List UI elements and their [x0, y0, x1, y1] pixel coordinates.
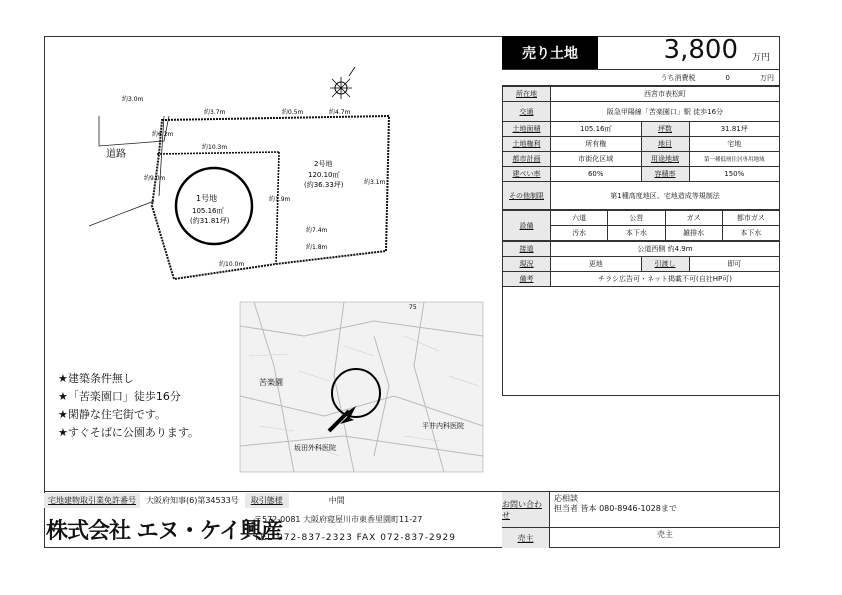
seller-value: 売主 — [657, 530, 673, 539]
row-value: 第一種低層住居専用地域 — [689, 152, 780, 167]
contact-line: 担当者 皆本 080-8946-1028まで — [554, 504, 677, 513]
table-row — [503, 272, 780, 287]
row-label: 設備 — [503, 211, 551, 241]
lot-b-area: 120.10㎡ — [308, 171, 340, 179]
row-label: 接道 — [503, 242, 551, 257]
row-label: 坪数 — [641, 122, 689, 137]
row-label: 地目 — [641, 137, 689, 152]
license-row — [44, 492, 349, 509]
contact-row — [502, 492, 780, 528]
table-row — [503, 137, 780, 152]
price-header — [502, 36, 780, 70]
contact-box — [502, 492, 780, 549]
dim-label: 約4.7m — [329, 109, 351, 116]
seller-row — [502, 528, 780, 548]
road-label: 道路 — [106, 149, 126, 160]
map-label-clinic: 平井内科医院 — [422, 422, 464, 430]
table-row — [503, 242, 780, 257]
table-row — [503, 122, 780, 137]
dim-label: 約3.1m — [364, 179, 386, 186]
highlight-notes — [58, 370, 199, 442]
map-label-school: 苦楽園 — [259, 378, 283, 387]
row-label: 用途地域 — [641, 152, 689, 167]
row-label: 備考 — [503, 272, 551, 287]
row-label: 都市計画 — [503, 152, 551, 167]
row-label: 容積率 — [641, 167, 689, 182]
contact-label: お問い合わせ — [502, 492, 550, 527]
dim-label: 約6.2m — [152, 131, 174, 138]
dim-label: 約7.4m — [306, 227, 328, 234]
row-value: 六道 — [551, 211, 608, 226]
dim-label: 約10.3m — [202, 144, 228, 151]
lot-a-tsubo: (約31.81坪) — [190, 217, 230, 225]
tax-label: うち消費税 — [660, 73, 696, 82]
row-value: 阪急甲陽線「苦楽園口」駅 徒歩16分 — [551, 102, 780, 122]
row-value: 宅地 — [689, 137, 780, 152]
table-row — [503, 87, 780, 102]
tax-unit: 万円 — [760, 73, 774, 82]
dim-label: 約10.0m — [219, 261, 245, 268]
row-value: ガス — [665, 211, 722, 226]
table-row — [503, 211, 780, 226]
company-tel: TEL 072-837-2323 FAX 072-837-2929 — [254, 533, 456, 543]
row-value: 更地 — [551, 257, 642, 272]
dim-label: 約0.5m — [282, 109, 304, 116]
map-label-route: 75 — [409, 304, 417, 311]
table-row — [503, 287, 780, 396]
row-label: 土地面積 — [503, 122, 551, 137]
row-value: 公営 — [608, 211, 665, 226]
dim-label: 約3.7m — [204, 109, 226, 116]
row-value: 市街化区域 — [551, 152, 642, 167]
table-row — [503, 167, 780, 182]
utilities-table — [502, 210, 780, 241]
property-info-panel — [502, 36, 780, 396]
note-item: ★「苦楽園口」徒歩16分 — [58, 390, 181, 403]
row-value: 31.81坪 — [689, 122, 780, 137]
map-label-hospital: 坂田外科医院 — [294, 444, 336, 452]
company-address: 〒572-0081 大阪府寝屋川市東香里園町11-27 — [254, 515, 423, 524]
deal-label: 取引態様 — [245, 493, 289, 508]
contact-line: 応相談 — [554, 494, 578, 503]
dim-label: 約9.0m — [144, 175, 166, 182]
note-item: ★閑静な住宅街です。 — [58, 408, 166, 421]
row-value: 即可 — [689, 257, 780, 272]
lot-a-area: 105.16㎡ — [192, 207, 224, 215]
access-table — [502, 241, 780, 396]
lot-b-label: 2号地 — [314, 160, 333, 168]
row-label: 土地権利 — [503, 137, 551, 152]
row-value: 150% — [689, 167, 780, 182]
row-value: 60% — [551, 167, 642, 182]
north-arrow-icon — [330, 67, 355, 99]
row-value: チラシ広告可・ネット掲載不可(自社HP可) — [551, 272, 780, 287]
row-label: その他制限 — [503, 182, 551, 210]
deal-value: 中間 — [328, 496, 345, 505]
table-row — [503, 102, 780, 122]
lot-b-tsubo: (約36.33坪) — [304, 181, 344, 189]
dim-label: 約3.0m — [122, 96, 144, 103]
row-label: 所在地 — [503, 87, 551, 102]
table-row — [503, 257, 780, 272]
dim-label: 約1.9m — [269, 196, 291, 203]
price-block — [598, 36, 780, 69]
location-map — [240, 302, 483, 472]
row-value: 本下水 — [722, 226, 779, 241]
row-value: 第1種高度地区、宅地造成等規制法 — [551, 182, 780, 210]
contact-value — [550, 492, 780, 527]
price-value: 3,800 — [663, 35, 738, 65]
table-row — [503, 182, 780, 210]
row-label: 引渡し — [641, 257, 689, 272]
details-table — [502, 86, 780, 210]
row-value: 西宮市表松町 — [551, 87, 780, 102]
listing-type-tag: 売り土地 — [502, 36, 598, 69]
row-value: 105.16㎡ — [551, 122, 642, 137]
seller-label: 売主 — [502, 528, 550, 548]
row-value: 汚水 — [551, 226, 608, 241]
row-label: 建ぺい率 — [503, 167, 551, 182]
footer — [44, 491, 780, 548]
table-row — [503, 152, 780, 167]
price-unit: 万円 — [751, 53, 770, 63]
row-value: 雑排水 — [665, 226, 722, 241]
license-label: 宅地建物取引業免許番号 — [44, 493, 140, 508]
row-label: 現況 — [503, 257, 551, 272]
note-item: ★すぐそばに公園あります。 — [58, 426, 199, 439]
note-item: ★建築条件無し — [58, 372, 134, 385]
lot-a-label: 1号地 — [196, 194, 218, 203]
dim-label: 約1.8m — [306, 244, 328, 251]
tax-row — [502, 70, 780, 86]
row-label: 交通 — [503, 102, 551, 122]
license-value: 大阪府知事(6)第34533号 — [146, 496, 239, 505]
row-value: 公道西側 約4.9m — [551, 242, 780, 257]
row-value: 都市ガス — [722, 211, 779, 226]
row-value: 本下水 — [608, 226, 665, 241]
tax-value: 0 — [725, 73, 730, 82]
row-value: 所有権 — [551, 137, 642, 152]
company-logo: 株式会社 エヌ・ケイ興産 — [46, 518, 283, 544]
